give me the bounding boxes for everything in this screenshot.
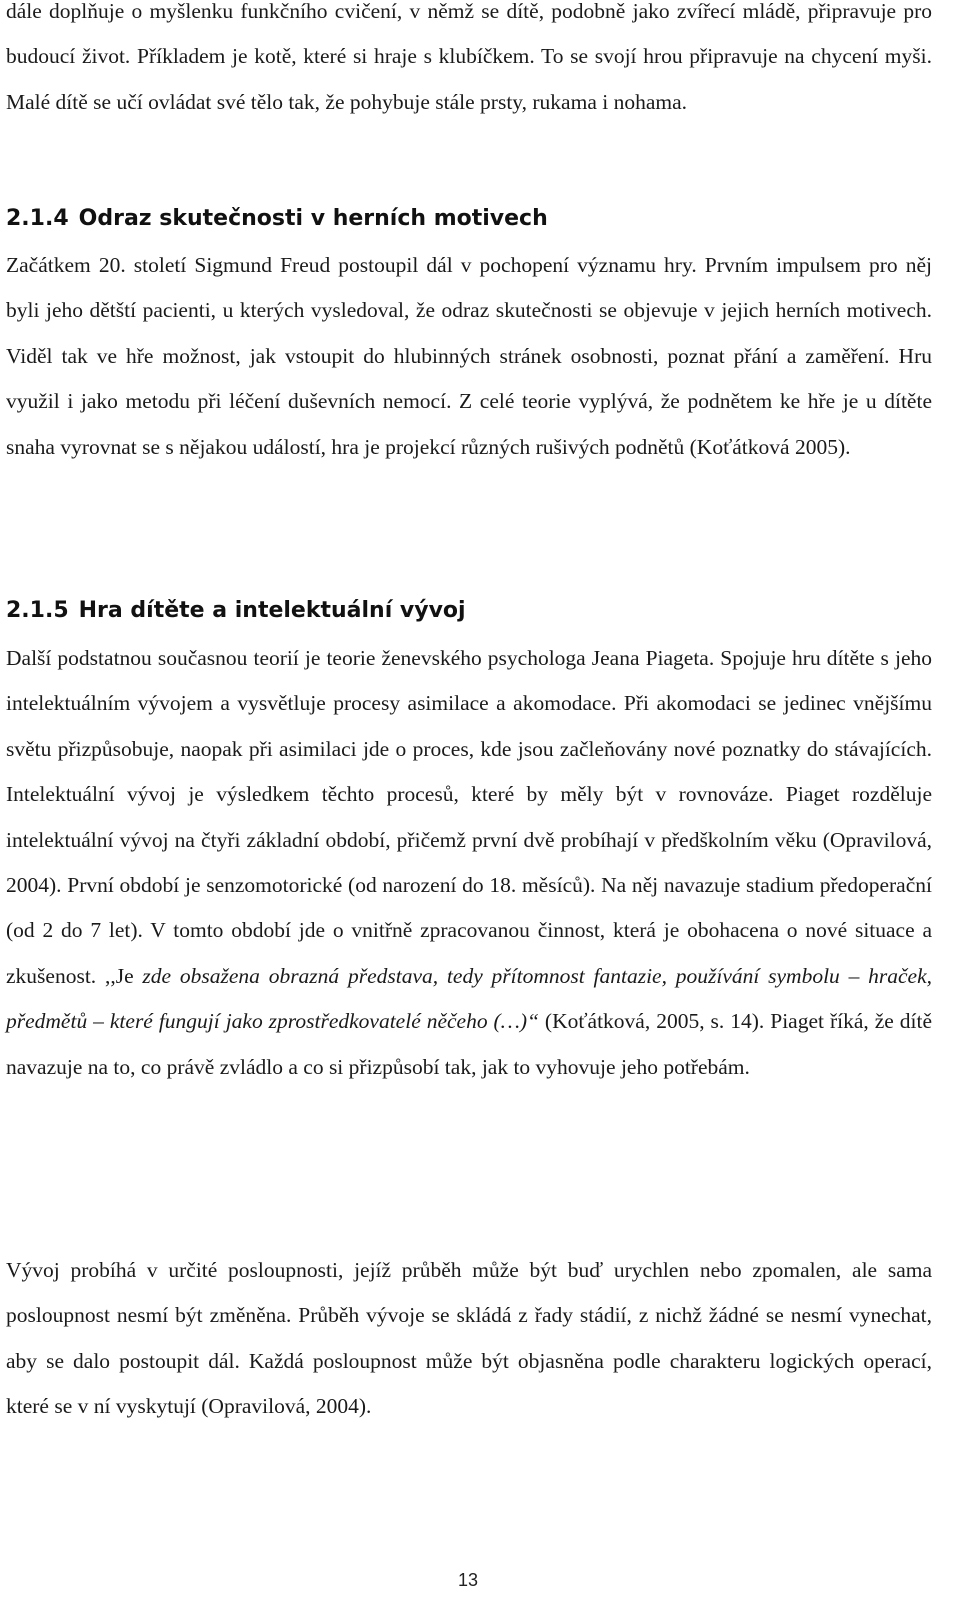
section-number: 2.1.4 — [6, 206, 69, 231]
paragraph-freud: Začátkem 20. století Sigmund Freud postoupil dál v pochopení významu hry. Prvním impulsem pro něj byli jeho dětští pacienti, u kterých vysledoval, že odraz skutečnosti se objevuje v jejich herních motivech. Viděl tak ve hře možnost, jak vstoupit do hlubinných stránek osobnosti, poznat přání a zaměření. Hru využil i jako metodu při léčení duševních nemocí. Z celé teorie vyplývá, že podnětem ke hře je u dítěte snaha vyrovnat se s nějakou událostí, hra je projekcí různých rušivých podnětů (Koťátková 2005). — [6, 253, 932, 459]
paragraph-piaget-citation: (Koťátková, 2005, s. 14). Piaget říká, že dítě navazuje na to, co právě zvládlo a co si přizpůsobí tak, jak to vyhovuje jeho potřebám. — [6, 1009, 933, 1079]
section-heading-2-1-5 — [6, 596, 466, 626]
paragraph-piaget-text: Další podstatnou současnou teorií je teorie ženevského psychologa Jeana Piageta. Spojuje hru dítěte s jeho intelektuálním vývojem a vysvětluje procesy asimilace a akomodace. Při akomodaci se jedinec vnějšímu světu přizpůsobuje, naopak při asimilaci jde o proces, kde jsou začleňovány nové poznatky do stávajících. Intelektuální vývoj je výsledkem těchto procesů, které by měly být v rovnováze. Piaget rozděluje intelektuální vývoj na čtyři základní období, přičemž první dvě probíhají v předškolním věku (Opravilová, 2004). První období je senzomotorické (od narození do 18. měsíců). Na něj navazuje stadium předoperační (od 2 do 7 let). V tomto období jde o vnitřně zpracovanou činnost, která je obohacena o nové situace a zkušenost. ,,Je — [6, 646, 932, 988]
paragraph-functional-exercise: dále doplňuje o myšlenku funkčního cvičení, v němž se dítě, podobně jako zvířecí mládě, připravuje pro budoucí život. Příkladem je kotě, které si hraje s klubíčkem. To se svojí hrou připravuje na chycení myši. Malé dítě se učí ovládat své tělo tak, že pohybuje stále prsty, rukama i nohama. — [6, 0, 932, 114]
section-heading-2-1-4 — [6, 204, 548, 234]
section-title: Odraz skutečnosti v herních motivech — [78, 206, 548, 231]
paragraph-development-sequence: Vývoj probíhá v určité posloupnosti, jejíž průběh může být buď urychlen nebo zpomalen, ale sama posloupnost nesmí být změněna. Průběh vývoje se skládá z řady stádií, z nichž žádné se nesmí vynechat, aby se dalo postoupit dál. Každá posloupnost může být objasněna podle charakteru logických operací, které se v ní vyskytují (Opravilová, 2004). — [6, 1258, 932, 1419]
paragraph-piaget-quote: zde obsažena obrazná představa, tedy přítomnost fantazie, používání symbolu – hraček, předmětů – které fungují jako zprostředkovatelé něčeho (…)“ — [6, 963, 933, 1034]
paragraph-piaget — [6, 636, 932, 1090]
section-title: Hra dítěte a intelektuální vývoj — [78, 598, 466, 623]
page-number: 13 — [457, 1570, 479, 1590]
section-number: 2.1.5 — [6, 598, 69, 623]
